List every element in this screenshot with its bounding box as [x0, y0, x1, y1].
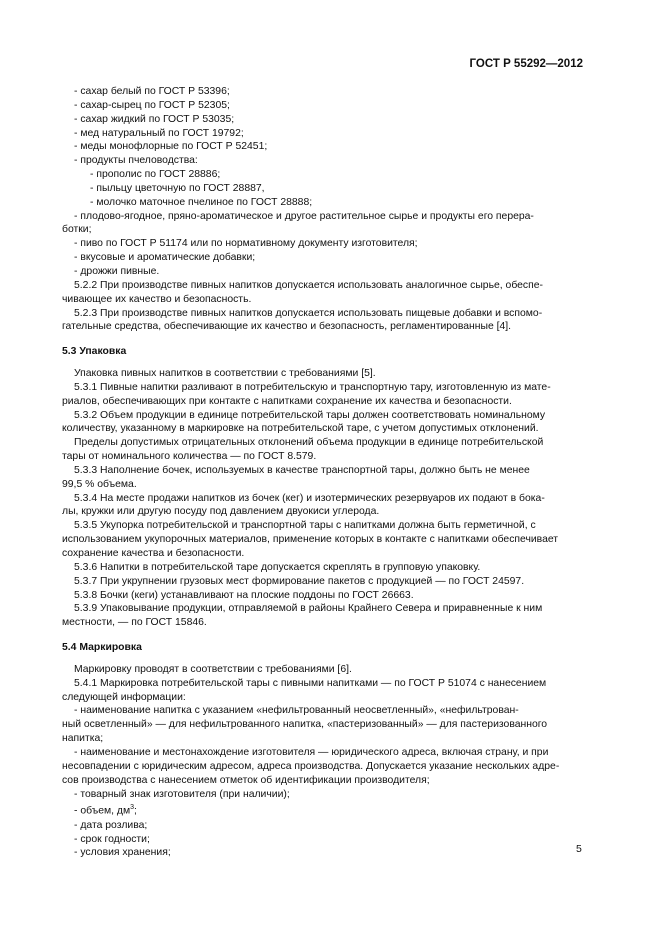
document-header: ГОСТ Р 55292—2012 — [469, 58, 583, 70]
list-item: - меды монофлорные по ГОСТ Р 52451; — [74, 141, 268, 153]
paragraph-line: 5.3.1 Пивные напитки разливают в потребительскую и транспортную тару, изготовленную из мате- — [74, 381, 551, 393]
list-item: - плодово-ягодное, пряно-ароматическое и другое растительное сырье и продукты его перера- — [74, 210, 534, 222]
paragraph-line: 99,5 % объема. — [62, 478, 137, 490]
paragraph-line: количеству, указанному в маркировке на потребительской таре, с учетом допустимых отклонений. — [62, 423, 539, 435]
list-item: - сахар белый по ГОСТ Р 53396; — [74, 86, 230, 97]
paragraph-line: 5.3.6 Напитки в потребительской таре допускается скреплять в групповую упаковку. — [74, 561, 481, 573]
page-number: 5 — [576, 843, 582, 855]
paragraph-line: тары от номинального количества — по ГОСТ 8.579. — [62, 451, 317, 463]
paragraph-line: 5.3.5 Укупорка потребительской и транспортной тары с напитками должна быть герметичной, с — [74, 520, 536, 532]
list-item: - пиво по ГОСТ Р 51174 или по нормативному документу изготовителя; — [74, 238, 418, 250]
list-item: - продукты пчеловодства: — [74, 155, 198, 167]
list-item: - сахар жидкий по ГОСТ Р 53035; — [74, 113, 235, 125]
volume-label: - объем, дм — [74, 805, 131, 817]
paragraph-line: Маркировку проводят в соответствии с требованиями [6]. — [74, 663, 352, 675]
paragraph-line: 5.3.3 Наполнение бочек, используемых в качестве транспортной тары, должно быть не менее — [74, 464, 530, 476]
paragraph-line: сохранение качества и безопасности. — [62, 548, 245, 559]
paragraph-line: 5.3.4 На месте продажи напитков из бочек (кег) и изотермических резервуаров их подают в бока- — [74, 492, 545, 504]
paragraph-line: сов производства с нанесением отметок об идентификации производителя; — [62, 774, 430, 786]
paragraph-line: - товарный знак изготовителя (при наличии); — [74, 788, 290, 800]
page-content — [62, 85, 584, 860]
sublist-item: - пыльцу цветочную по ГОСТ 28887, — [90, 182, 265, 194]
paragraph-line: 5.4.1 Маркировка потребительской тары с пивными напитками — по ГОСТ Р 51074 с нанесением — [74, 677, 547, 689]
list-item: ботки; — [62, 224, 92, 236]
paragraph-line: напитка; — [62, 733, 104, 745]
paragraph-line: - наименование напитка с указанием «нефильтрованный неосветленный», «нефильтрован- — [74, 705, 519, 717]
list-item: - срок годности; — [74, 833, 150, 845]
paragraph-line: 5.3.8 Бочки (кеги) устанавливают на плоские поддоны по ГОСТ 26663. — [74, 589, 414, 601]
section-heading: 5.3 Упаковка — [62, 346, 127, 358]
paragraph-line: риалов, обеспечивающих при контакте с напитками сохранение их качества и безопасности. — [62, 395, 512, 407]
list-item: - дрожжи пивные. — [74, 265, 160, 277]
paragraph-line: 5.2.2 При производстве пивных напитков допускается использовать аналогичное сырье, обеспе- — [74, 279, 543, 291]
paragraph-line: Упаковка пивных напитков в соответствии с требованиями [5]. — [74, 368, 376, 380]
paragraph-line: 5.3.9 Упаковывание продукции, отправляемой в районы Крайнего Севера и приравненные к ним — [74, 603, 543, 615]
paragraph-line: ный осветленный» — для нефильтрованного напитка, «пастеризованный» — для пастеризованного — [62, 719, 548, 731]
sublist-item: - прополис по ГОСТ 28886; — [90, 169, 221, 181]
paragraph-line: лы, кружки или другую посуду под давлением двуокиси углерода. — [62, 506, 380, 518]
list-item: - сахар-сырец по ГОСТ Р 52305; — [74, 99, 230, 111]
paragraph-line: использованием укупорочных материалов, применение которых в контакте с напитками обеспечивает — [62, 534, 559, 546]
paragraph-line: 5.2.3 При производстве пивных напитков допускается использовать пищевые добавки и вспомо- — [74, 307, 543, 319]
paragraph-line: следующей информации: — [62, 691, 186, 703]
list-item: - вкусовые и ароматические добавки; — [74, 252, 256, 264]
paragraph-line: чивающее их качество и безопасность. — [62, 293, 252, 305]
paragraph-line: Пределы допустимых отрицательных отклонений объема продукции в единице потребительской — [74, 437, 544, 449]
unit-superscript: 3 — [130, 804, 135, 812]
sublist-item: - молочко маточное пчелиное по ГОСТ 28888; — [90, 196, 313, 208]
list-item — [62, 801, 584, 818]
paragraph-line: несовпадении с юридическим адресом, адреса производства. Допускается указание нескольких адре- — [62, 760, 560, 772]
paragraph-line: - наименование и местонахождение изготовителя — юридического адреса, включая страну, и при — [74, 746, 549, 758]
paragraph-line: гательные средства, обеспечивающие их качество и безопасность, регламентированные [4]. — [62, 321, 512, 333]
paragraph-line: местности, — по ГОСТ 15846. — [62, 617, 207, 629]
paragraph-line: 5.3.7 При укрупнении грузовых мест формирование пакетов с продукцией — по ГОСТ 24597. — [74, 575, 525, 587]
list-item: - дата розлива; — [74, 819, 148, 831]
list-item: - условия хранения; — [74, 847, 171, 859]
list-item: - мед натуральный по ГОСТ 19792; — [74, 127, 244, 139]
section-heading: 5.4 Маркировка — [62, 642, 142, 654]
volume-tail: ; — [134, 805, 137, 817]
paragraph-line: 5.3.2 Объем продукции в единице потребительской тары должен соответствовать номинальному — [74, 409, 546, 421]
